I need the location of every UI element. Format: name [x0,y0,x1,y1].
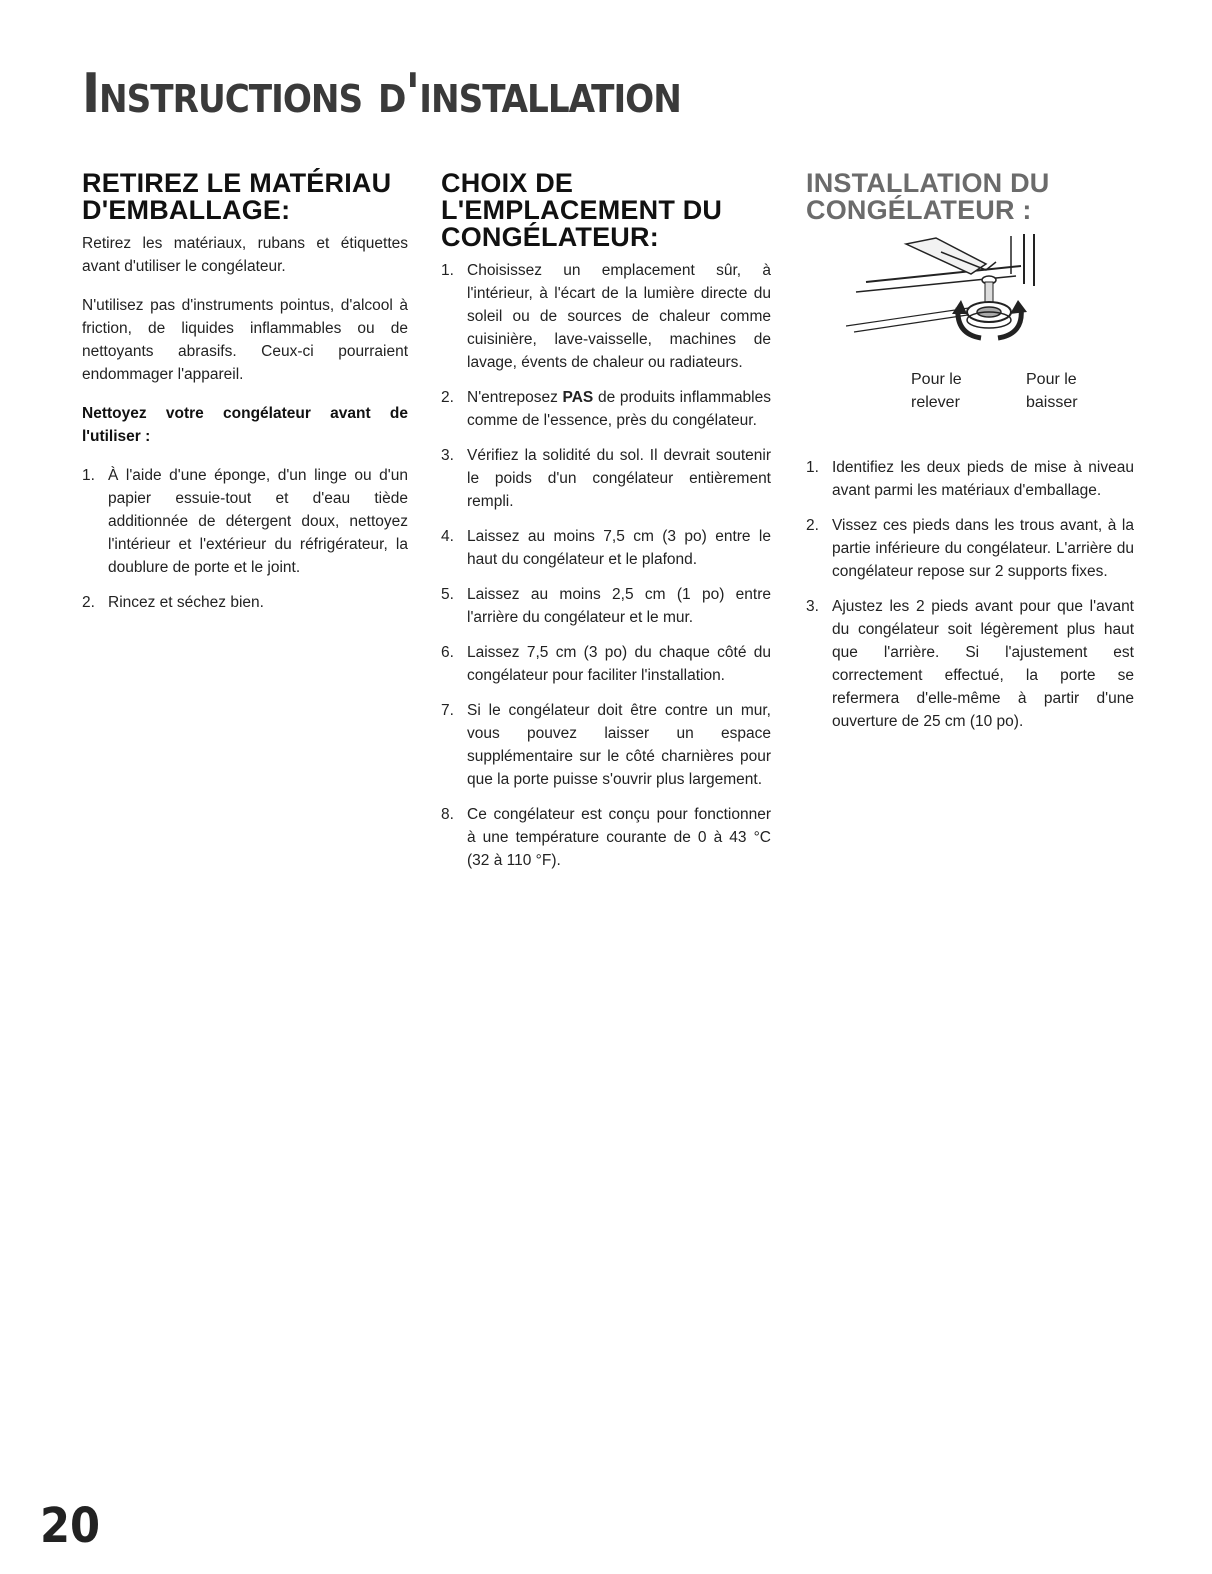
list-item [806,595,1134,733]
step-number: 8. [441,806,454,823]
installation-steps [806,456,1134,733]
step-number: 7. [441,702,454,719]
section-heading: CHOIX DE L'EMPLACEMENT DU CONGÉLATEUR: [441,168,723,252]
step-number: 1. [82,467,95,484]
step-number: 3. [806,598,819,615]
list-item [441,699,771,791]
list-item [441,259,771,374]
step-number: 5. [441,586,454,603]
step-text: Laissez au moins 7,5 cm (3 po) entre le haut du congélateur et le plafond. [467,528,771,568]
step-number: 2. [82,594,95,611]
step-text: Ce congélateur est conçu pour fonctionner à une température courante de 0 à 43 °C (32 à 110 °F). [467,806,771,869]
step-text: Ajustez les 2 pieds avant pour que l'avant du congélateur soit légèrement plus haut que l'arrière. Si l'ajustement est correctement effectué, la porte se refermera d'elle-même à partir d'une ouverture de 25 cm (10 po). [832,598,1134,730]
paragraph: N'utilisez pas d'instruments pointus, d'alcool à friction, de liquides inflammables ou de nettoyants abrasifs. Ceux-ci pourraient endommager l'appareil. [82,297,408,383]
list-item [441,444,771,513]
page-title: Instructions d'installation [82,62,681,125]
page-number: 20 [40,1498,101,1554]
location-steps [441,259,771,872]
step-number: 1. [441,262,454,279]
step-text: Si le congélateur doit être contre un mur, vous pouvez laisser un espace supplémentaire sur le côté charnières pour que la porte puisse s'ouvrir plus largement. [467,702,771,788]
step-text: Vérifiez la solidité du sol. Il devrait soutenir le poids d'un congélateur entièrement rempli. [467,447,771,510]
list-item [806,514,1134,583]
step-emphasis: PAS [562,389,594,406]
step-text: Laissez 7,5 cm (3 po) du chaque côté du congélateur pour faciliter l'installation. [467,644,771,684]
section-choose-location [441,170,771,884]
step-text: Laissez au moins 2,5 cm (1 po) entre l'arrière du congélateur et le mur. [467,586,771,626]
step-number: 4. [441,528,454,545]
section-heading: RETIREZ LE MATÉRIAU D'EMBALLAGE: [82,168,392,225]
list-item [82,591,408,614]
caption-raise: Pour le relever [911,371,962,411]
section-freezer-installation [806,170,1134,745]
list-item [82,464,408,579]
leveling-leg-icon [846,234,1076,374]
list-item [441,583,771,629]
step-number: 3. [441,447,454,464]
list-item [806,456,1134,502]
paragraph: Retirez les matériaux, rubans et étiquettes avant d'utiliser le congélateur. [82,235,408,275]
leveling-leg-illustration [806,234,1106,434]
cleaning-steps [82,464,408,614]
list-item [441,641,771,687]
step-number: 2. [441,389,454,406]
section-heading: INSTALLATION DU CONGÉLATEUR : [806,168,1050,225]
bold-instruction: Nettoyez votre congélateur avant de l'utiliser : [82,405,408,445]
section-remove-packaging [82,170,408,626]
caption-lower: Pour le baisser [1026,371,1078,411]
list-item [441,386,771,432]
step-text-post: de produits inflammables comme de l'essence, près du congélateur. [467,389,771,429]
step-text: Choisissez un emplacement sûr, à l'intérieur, à l'écart de la lumière directe du soleil ou de sources de chaleur comme cuisinière, lave-vaisselle, machines de lavage, évents de chaleur ou radiateurs. [467,262,771,371]
step-text: À l'aide d'une éponge, d'un linge ou d'un papier essuie-tout et d'eau tiède additionnée de détergent doux, nettoyez l'intérieur et l'extérieur du réfrigérateur, la doublure de porte et le joint. [108,467,408,576]
step-number: 1. [806,459,819,476]
step-text-pre: N'entreposez [467,389,563,406]
step-text: Rincez et séchez bien. [108,594,264,611]
step-text: Vissez ces pieds dans les trous avant, à la partie inférieure du congélateur. L'arrière du congélateur repose sur 2 supports fixes. [832,517,1134,580]
step-number: 6. [441,644,454,661]
step-text: Identifiez les deux pieds de mise à niveau avant parmi les matériaux d'emballage. [832,459,1134,499]
list-item [441,803,771,872]
list-item [441,525,771,571]
step-number: 2. [806,517,819,534]
